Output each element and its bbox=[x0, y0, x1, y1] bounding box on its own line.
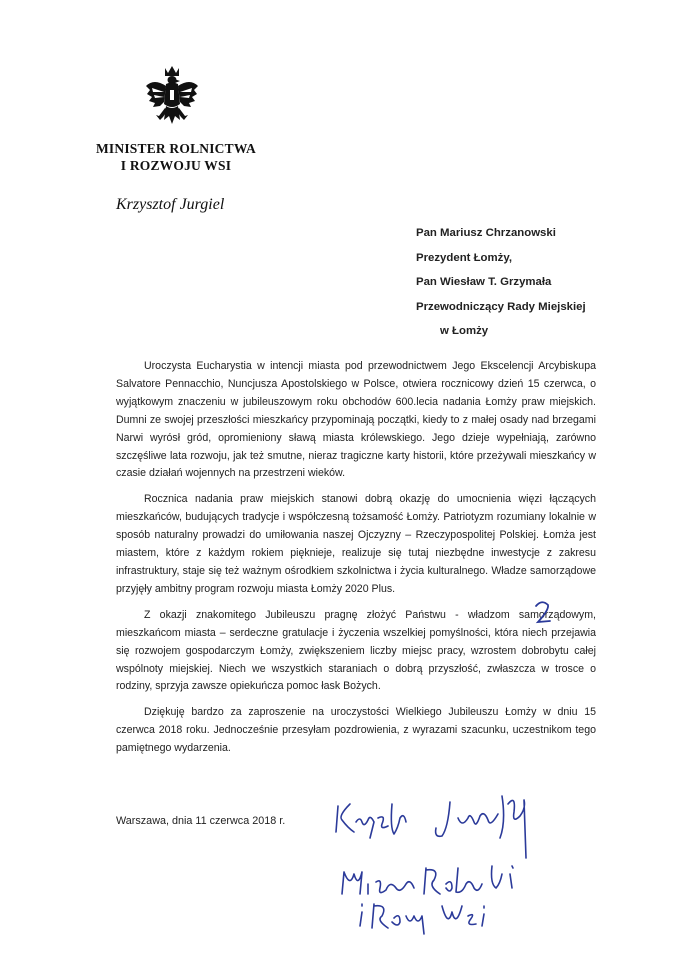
body-paragraph-2: Rocznica nadania praw miejskich stanowi dobrą okazję do umocnienia więzi łączących mieszkańców, budujących tradycje i współczesną tożsamość Łomży. Patriotyzm rozumiany lokalnie w sposób naturalny prowadzi do umiłowania naszej Ojczyzny – Rzeczypospolitej Polskiej. Łomża jest miastem, które z każdym rokiem pięknieje, realizuje się tutaj niezbędne inwestycje z zakresu infrastruktury, staje się też ważnym ośrodkiem szkolnictwa i życia kulturalnego. Władze samorządowe przyjęły ambitny program rozwoju miasta Łomży 2020 Plus. bbox=[116, 493, 596, 595]
body-paragraph-4: Dziękuję bardzo za zaproszenie na uroczystości Wielkiego Jubileuszu Łomży w dniu 15 czerwca 2018 roku. Jednocześnie przesyłam pozdrowienia, z wyrazami szacunku, uczestnikom tego pamiętnego wydarzenia. bbox=[116, 706, 596, 755]
ministry-header bbox=[92, 140, 260, 174]
recipient-block bbox=[416, 221, 586, 344]
ministry-line-1: MINISTER ROLNICTWA bbox=[95, 141, 256, 156]
handwritten-signature-icon bbox=[330, 788, 580, 938]
recipient-line-4: Przewodniczący Rady Miejskiej bbox=[416, 300, 586, 313]
recipient-line-1: Pan Mariusz Chrzanowski bbox=[416, 227, 556, 239]
body-paragraph-1: Uroczysta Eucharystia w intencji miasta pod przewodnictwem Jego Ekscelencji Arcybiskupa Salvatore Pennacchio, Nuncjusza Apostolskiego w Polsce, otwiera rocznicowy dzień 15 czerwca, o wyjątkowym znaczeniu w jubileuszowym roku obchodów 600.lecia nadania Łomży praw miejskich. Dumni ze swojej przeszłości mieszkańcy przypominają początki, kiedy to z małej osady nad brzegami Narwi wyrósł gród, opromieniony sławą miasta królewskiego. Jego dzieje wypełniają, zarówno szczęśliwe lata rozwoju, jak też smutne, nieraz tragiczne karty historii, które przeżywali mieszkańcy w czasie działań wojennych na przestrzeni wieków. bbox=[116, 360, 596, 480]
date-line: Warszawa, dnia 11 czerwca 2018 r. bbox=[116, 815, 286, 827]
letter-body bbox=[116, 358, 596, 766]
minister-name: Krzysztof Jurgiel bbox=[116, 196, 225, 213]
recipient-line-2: Prezydent Łomży, bbox=[416, 251, 512, 264]
recipient-line-3: Pan Wiesław T. Grzymała bbox=[416, 276, 552, 288]
polish-eagle-emblem-icon bbox=[144, 64, 200, 134]
handwritten-correction-icon bbox=[532, 598, 554, 628]
recipient-line-5: w Łomży bbox=[440, 325, 489, 337]
ministry-line-2: I ROZWOJU WSI bbox=[120, 158, 232, 173]
body-paragraph-3: Z okazji znakomitego Jubileuszu pragnę złożyć Państwu - władzom samorządowym, mieszkańcom miasta – serdeczne gratulacje i życzenia wszelkiej pomyślności, która niech przejawia się rozwojem gospodarczym Łomży, zwiększeniem liczby miejsc pracy, wzrostem dobrobytu całej wspólnoty miejskiej. Niech we wszystkich staraniach o dobrą przyszłość, zwłaszcza w trosce o rodziny, sprzyja zawsze opiekuńcza pomoc łask Bożych. bbox=[116, 608, 596, 693]
